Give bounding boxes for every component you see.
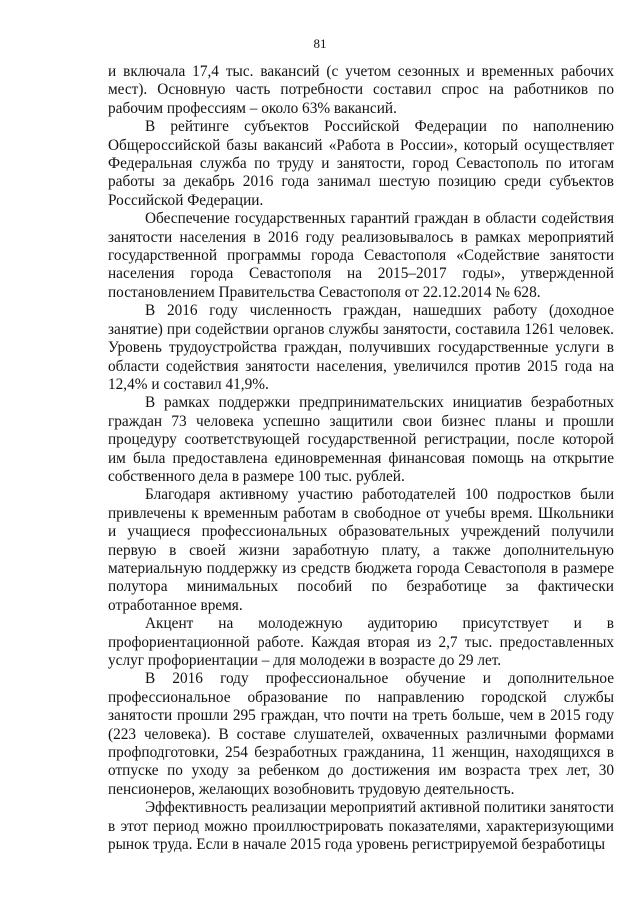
paragraph-rating: В рейтинге субъектов Российской Федерации по наполнению Общероссийской базы вакансий «Работа в России», который осуществляет Федеральная служба по труду и занятости, город Севастополь по итогам работы за декабрь 2016 года занимал шестую позицию среди субъектов Российской Федерации.	[108, 118, 614, 209]
page-number: 81	[313, 36, 327, 51]
paragraph-entrepreneurship: В рамках поддержки предпринимательских инициатив безработных граждан 73 человека успешно защитили свои бизнес планы и прошли процедуру соответствующей государственной регистрации, после которой им была предоставлена единовременная финансовая помощь на открытие собственного дела в размере 100 тыс. рублей.	[108, 394, 614, 485]
paragraph-teenagers: Благодаря активному участию работодателей 100 подростков были привлечены к временным работам в свободное от учебы время. Школьники и учащиеся профессиональных образовательных учреждений получили первую в своей жизни заработную плату, а также дополнительную материальную поддержку из средств бюджета города Севастополя в размере полутора минимальных пособий по безработице за фактически отработанное время.	[108, 486, 614, 614]
paragraph-youth-orientation: Акцент на молодежную аудиторию присутствует и в профориентационной работе. Каждая вторая из 2,7 тыс. предоставленных услуг профориентации – для молодежи в возрасте до 29 лет.	[108, 615, 614, 669]
paragraph-efficiency: Эффективность реализации мероприятий активной политики занятости в этот период можно проиллюстрировать показателями, характеризующими рынок труда. Если в начале 2015 года уровень регистрируемой безработицы	[108, 799, 614, 854]
document-body	[108, 63, 614, 854]
paragraph-state-guarantees: Обеспечение государственных гарантий граждан в области содействия занятости населения в 2016 году реализовывалось в рамках мероприятий государственной программы города Севастополя «Содействие занятости населения города Севастополя на 2015–2017 годы», утвержденной постановлением Правительства Севастополя от 22.12.2014 № 628.	[108, 210, 614, 301]
paragraph-continuation: и включала 17,4 тыс. вакансий (с учетом сезонных и временных рабочих мест). Основную часть потребности составил спрос на работников по рабочим профессиям – около 63% вакансий.	[108, 63, 614, 117]
paragraph-employment-count: В 2016 году численность граждан, нашедших работу (доходное занятие) при содействии органов службы занятости, составила 1261 человек. Уровень трудоустройства граждан, получивших государственные услуги в области содействия занятости населения, увеличился против 2015 года на 12,4% и составил 41,9%.	[108, 302, 614, 393]
paragraph-training: В 2016 году профессиональное обучение и дополнительное профессиональное образование по направлению городской службы занятости прошли 295 граждан, что почти на треть больше, чем в 2015 году (223 человека). В составе слушателей, охваченных различными формами профподготовки, 254 безработных гражданина, 11 женщин, находящихся в отпуске по уходу за ребенком до достижения им возраста трех лет, 30 пенсионеров, желающих возобновить трудовую деятельность.	[108, 670, 614, 798]
